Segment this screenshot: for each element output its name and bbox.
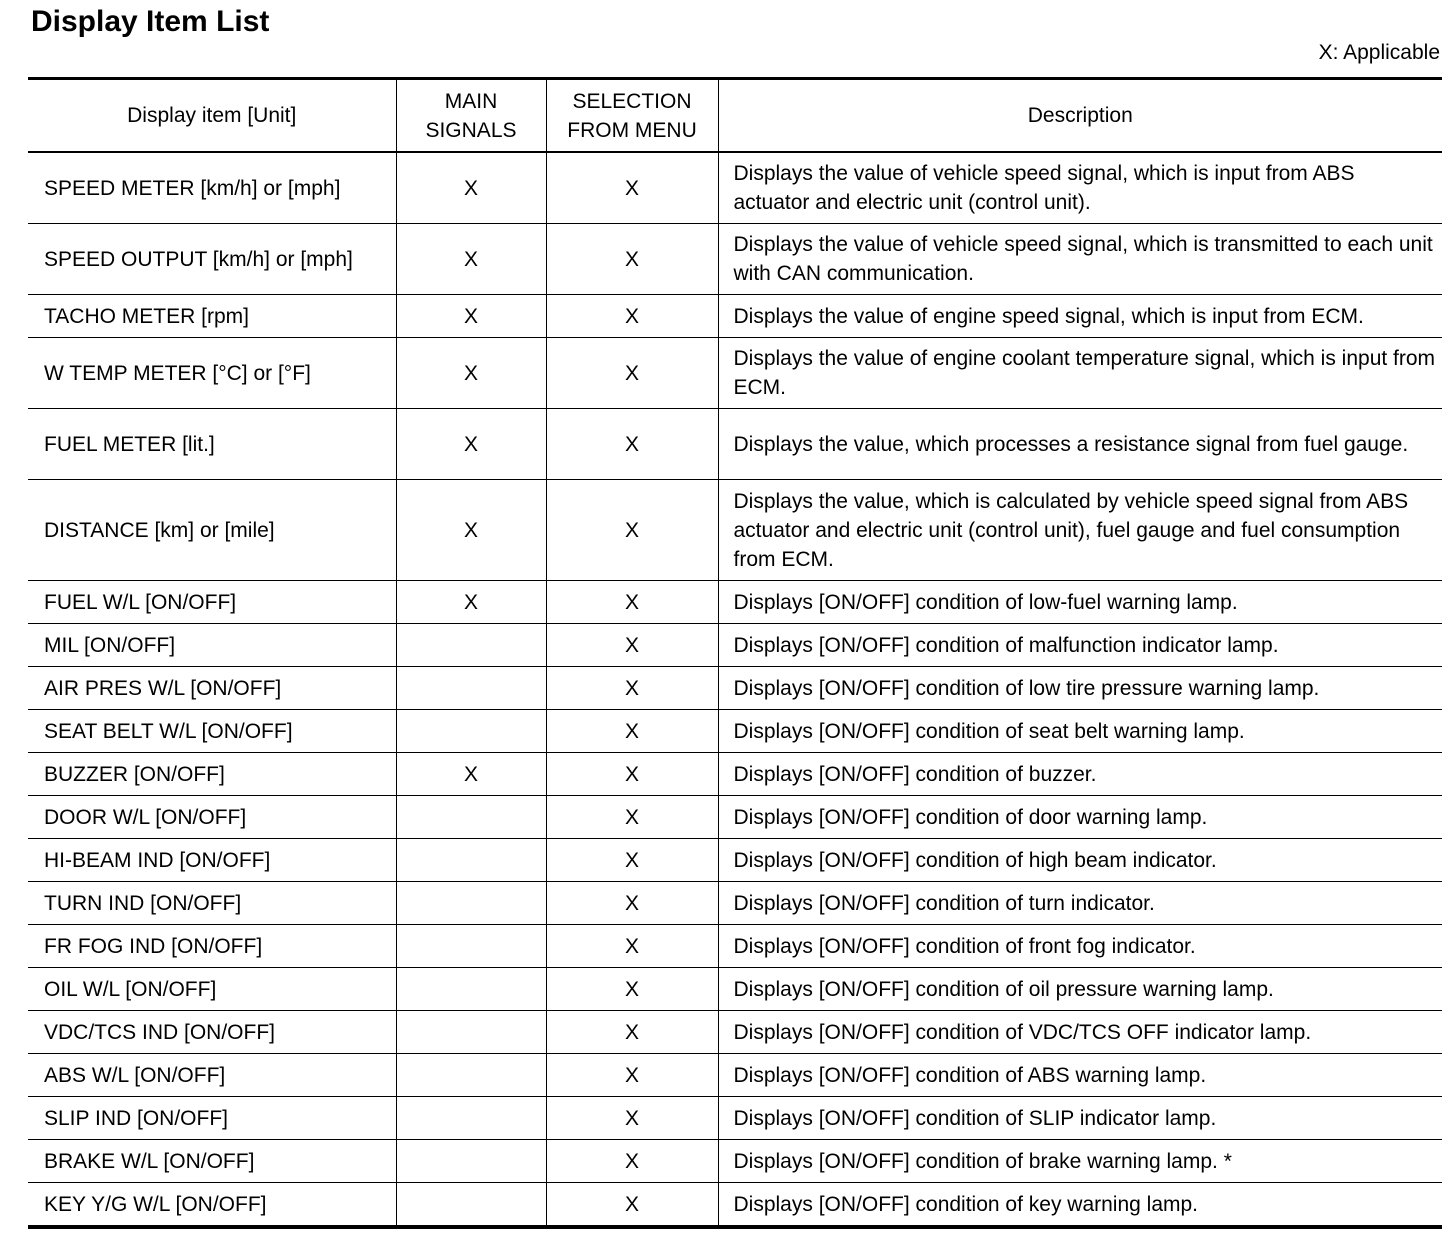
- row-selection-from-menu: X: [546, 1183, 718, 1228]
- row-main-signals: X: [396, 480, 546, 581]
- table-row: [28, 152, 1442, 224]
- row-description: Displays [ON/OFF] condition of brake warning lamp. *: [718, 1140, 1442, 1183]
- row-item: SLIP IND [ON/OFF]: [28, 1097, 396, 1140]
- row-description: Displays [ON/OFF] condition of door warning lamp.: [718, 796, 1442, 839]
- table-row: [28, 753, 1442, 796]
- table-row: [28, 667, 1442, 710]
- table-row: [28, 968, 1442, 1011]
- row-main-signals: X: [396, 152, 546, 224]
- row-description: Displays [ON/OFF] condition of key warning lamp.: [718, 1183, 1442, 1228]
- row-description: Displays the value of engine coolant temperature signal, which is input from ECM.: [718, 338, 1442, 409]
- row-main-signals: [396, 667, 546, 710]
- row-main-signals: [396, 624, 546, 667]
- row-item: W TEMP METER [°C] or [°F]: [28, 338, 396, 409]
- row-description: Displays the value, which processes a resistance signal from fuel gauge.: [718, 409, 1442, 480]
- row-selection-from-menu: X: [546, 882, 718, 925]
- header-display-item: [28, 79, 396, 153]
- row-description: Displays [ON/OFF] condition of VDC/TCS OFF indicator lamp.: [718, 1011, 1442, 1054]
- row-selection-from-menu: X: [546, 480, 718, 581]
- row-description: Displays [ON/OFF] condition of malfunction indicator lamp.: [718, 624, 1442, 667]
- table-row: [28, 1183, 1442, 1228]
- row-main-signals: [396, 1011, 546, 1054]
- row-selection-from-menu: X: [546, 925, 718, 968]
- row-selection-from-menu: X: [546, 1011, 718, 1054]
- row-description: Displays the value of engine speed signal, which is input from ECM.: [718, 295, 1442, 338]
- row-selection-from-menu: X: [546, 1140, 718, 1183]
- row-main-signals: [396, 1140, 546, 1183]
- page-title: Display Item List: [31, 5, 270, 38]
- row-description: Displays [ON/OFF] condition of low tire pressure warning lamp.: [718, 667, 1442, 710]
- row-item: FUEL W/L [ON/OFF]: [28, 581, 396, 624]
- row-description: Displays [ON/OFF] condition of front fog indicator.: [718, 925, 1442, 968]
- table-row: [28, 581, 1442, 624]
- table-row: [28, 1140, 1442, 1183]
- row-item: SEAT BELT W/L [ON/OFF]: [28, 710, 396, 753]
- row-selection-from-menu: X: [546, 338, 718, 409]
- row-selection-from-menu: X: [546, 839, 718, 882]
- row-description: Displays the value of vehicle speed signal, which is input from ABS actuator and electric unit (control unit).: [718, 152, 1442, 224]
- table-header-row: [28, 79, 1442, 153]
- row-main-signals: X: [396, 581, 546, 624]
- row-main-signals: X: [396, 224, 546, 295]
- row-main-signals: [396, 1097, 546, 1140]
- row-main-signals: [396, 882, 546, 925]
- table-row: [28, 796, 1442, 839]
- table-row: [28, 925, 1442, 968]
- row-item: BUZZER [ON/OFF]: [28, 753, 396, 796]
- row-item: MIL [ON/OFF]: [28, 624, 396, 667]
- row-item: KEY Y/G W/L [ON/OFF]: [28, 1183, 396, 1228]
- header-main-line2: SIGNALS: [425, 118, 517, 142]
- row-main-signals: [396, 796, 546, 839]
- row-selection-from-menu: X: [546, 624, 718, 667]
- row-description: Displays [ON/OFF] condition of high beam indicator.: [718, 839, 1442, 882]
- row-main-signals: X: [396, 338, 546, 409]
- row-main-signals: [396, 1183, 546, 1228]
- row-description: Displays the value of vehicle speed signal, which is transmitted to each unit with CAN communication.: [718, 224, 1442, 295]
- applicable-legend: X: Applicable: [1318, 41, 1440, 64]
- row-description: Displays [ON/OFF] condition of low-fuel warning lamp.: [718, 581, 1442, 624]
- row-item: SPEED METER [km/h] or [mph]: [28, 152, 396, 224]
- row-main-signals: X: [396, 295, 546, 338]
- row-item: FUEL METER [lit.]: [28, 409, 396, 480]
- row-description: Displays [ON/OFF] condition of turn indicator.: [718, 882, 1442, 925]
- row-item: SPEED OUTPUT [km/h] or [mph]: [28, 224, 396, 295]
- row-description: Displays [ON/OFF] condition of SLIP indicator lamp.: [718, 1097, 1442, 1140]
- header-main-signals: [396, 79, 546, 153]
- row-main-signals: [396, 925, 546, 968]
- table-row: [28, 480, 1442, 581]
- table-row: [28, 1011, 1442, 1054]
- row-selection-from-menu: X: [546, 796, 718, 839]
- row-item: HI-BEAM IND [ON/OFF]: [28, 839, 396, 882]
- row-selection-from-menu: X: [546, 753, 718, 796]
- row-selection-from-menu: X: [546, 1054, 718, 1097]
- row-main-signals: [396, 968, 546, 1011]
- row-item: DOOR W/L [ON/OFF]: [28, 796, 396, 839]
- table-row: [28, 710, 1442, 753]
- row-item: OIL W/L [ON/OFF]: [28, 968, 396, 1011]
- row-description: Displays the value, which is calculated by vehicle speed signal from ABS actuator and electric unit (control unit), fuel gauge and fuel consumption from ECM.: [718, 480, 1442, 581]
- header-sel-line2: FROM MENU: [567, 118, 697, 142]
- row-item: TURN IND [ON/OFF]: [28, 882, 396, 925]
- header-sel-line1: SELECTION: [572, 89, 692, 113]
- header-selection-from-menu: [546, 79, 718, 153]
- table-row: [28, 295, 1442, 338]
- row-description: Displays [ON/OFF] condition of ABS warning lamp.: [718, 1054, 1442, 1097]
- row-selection-from-menu: X: [546, 1097, 718, 1140]
- row-item: VDC/TCS IND [ON/OFF]: [28, 1011, 396, 1054]
- header-display-item-label: Display item [Unit]: [127, 104, 297, 127]
- row-selection-from-menu: X: [546, 968, 718, 1011]
- table-row: [28, 839, 1442, 882]
- row-main-signals: X: [396, 753, 546, 796]
- table-row: [28, 1097, 1442, 1140]
- table-row: [28, 224, 1442, 295]
- row-item: AIR PRES W/L [ON/OFF]: [28, 667, 396, 710]
- header-description-label: Description: [1027, 104, 1133, 127]
- row-selection-from-menu: X: [546, 409, 718, 480]
- table-row: [28, 409, 1442, 480]
- row-main-signals: [396, 710, 546, 753]
- display-item-table: [28, 77, 1442, 1229]
- row-description: Displays [ON/OFF] condition of seat belt warning lamp.: [718, 710, 1442, 753]
- table-row: [28, 1054, 1442, 1097]
- row-selection-from-menu: X: [546, 667, 718, 710]
- row-description: Displays [ON/OFF] condition of oil pressure warning lamp.: [718, 968, 1442, 1011]
- row-item: ABS W/L [ON/OFF]: [28, 1054, 396, 1097]
- row-item: DISTANCE [km] or [mile]: [28, 480, 396, 581]
- header-main-line1: MAIN: [444, 89, 498, 113]
- table-row: [28, 338, 1442, 409]
- row-main-signals: [396, 1054, 546, 1097]
- row-main-signals: [396, 839, 546, 882]
- row-item: TACHO METER [rpm]: [28, 295, 396, 338]
- row-selection-from-menu: X: [546, 295, 718, 338]
- row-main-signals: X: [396, 409, 546, 480]
- row-description: Displays [ON/OFF] condition of buzzer.: [718, 753, 1442, 796]
- row-selection-from-menu: X: [546, 152, 718, 224]
- header-description: [718, 79, 1442, 153]
- row-selection-from-menu: X: [546, 581, 718, 624]
- table-row: [28, 882, 1442, 925]
- row-item: FR FOG IND [ON/OFF]: [28, 925, 396, 968]
- row-selection-from-menu: X: [546, 224, 718, 295]
- row-selection-from-menu: X: [546, 710, 718, 753]
- row-item: BRAKE W/L [ON/OFF]: [28, 1140, 396, 1183]
- table-row: [28, 624, 1442, 667]
